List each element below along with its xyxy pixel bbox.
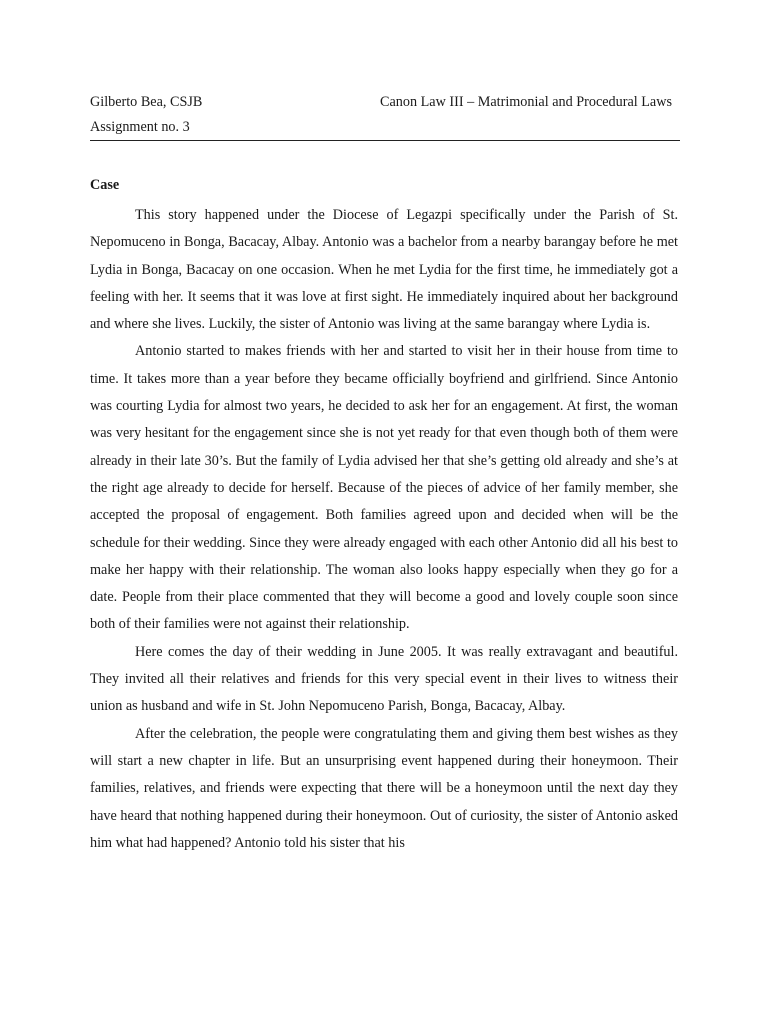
paragraph: After the celebration, the people were congratulating them and giving them best wishes as they will start a new chapter in life. But an unsurprising event happened during their honeymoon. Their families, relatives, and friends were expecting that there will be a honeymoon until the next day they have heard that nothing happened during their honeymoon. Out of curiosity, the sister of Antonio asked him what had happened? Antonio told his sister that his (90, 725, 678, 851)
paragraph: This story happened under the Diocese of Legazpi specifically under the Parish of St. Nepomuceno in Bonga, Bacacay, Albay. Antonio was a bachelor from a nearby barangay before he met Lydia in Bonga, Bacacay on one occasion. When he met Lydia for the first time, he immediately got a feeling with her. It seems that it was love at first sight. He immediately inquired about her background and where she lives. Luckily, the sister of Antonio was living at the same barangay where Lydia is. (90, 207, 678, 333)
document-header (90, 92, 680, 141)
assignment-number: Assignment no. 3 (90, 119, 190, 135)
course-title: Canon Law III – Matrimonial and Procedural Laws (380, 94, 672, 110)
author-name: Gilberto Bea, CSJB (90, 94, 203, 110)
paragraph: Here comes the day of their wedding in June 2005. It was really extravagant and beautiful. They invited all their relatives and friends for this very special event in their lives to witness their union as husband and wife in St. John Nepomuceno Parish, Bonga, Bacacay, Albay. (90, 643, 678, 715)
document-body (90, 202, 678, 857)
section-title: Case (90, 177, 120, 193)
paragraph: Antonio started to makes friends with her and started to visit her in their house from time to time. It takes more than a year before they became officially boyfriend and girlfriend. Since Antonio was courting Lydia for almost two years, he decided to ask her for an engagement. At first, the woman was very hesitant for the engagement since she is not yet ready for that even though both of them were already in their late 30’s. But the family of Lydia advised her that she’s getting old already and she’s at the right age already to decide for herself. Because of the pieces of advice of her family member, she accepted the proposal of engagement. Both families agreed upon and decided when will be the schedule for their wedding. Since they were already engaged with each other Antonio did all his best to make her happy with their relationship. The woman also looks happy especially when they go for a date. People from their place commented that they will become a good and lovely couple soon since both of their families were not against their relationship. (90, 343, 678, 633)
